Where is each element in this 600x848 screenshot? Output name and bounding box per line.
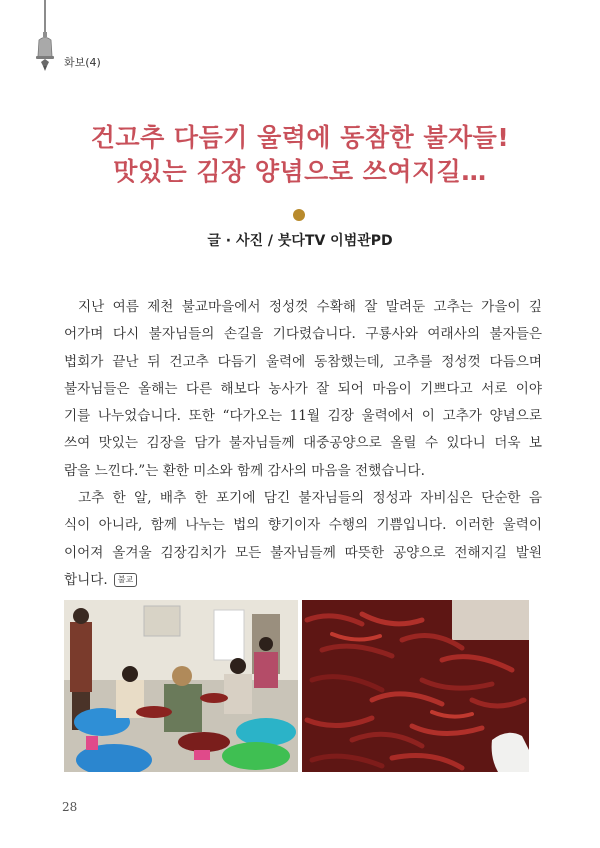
body-line-last bbox=[64, 567, 542, 594]
body-line: 기를 나누었습니다. 또한 “다가오는 11월 김장 울력에서 이 고추가 양념으로 bbox=[64, 408, 542, 425]
body-line-text: 합니다. bbox=[64, 571, 108, 588]
body-line: 법회가 끝난 뒤 건고추 다듬기 울력에 동참했는데, 고추를 정성껏 다듬으며 bbox=[64, 353, 542, 370]
article-title-line-1: 건고추 다듬기 울력에 동참한 불자들! bbox=[90, 123, 510, 152]
body-line: 람을 느낀다.”는 환한 미소와 함께 감사의 마음을 전했습니다. bbox=[64, 462, 425, 479]
article-title-line-2: 맛있는 김장 양념으로 쓰여지길… bbox=[113, 157, 487, 186]
section-label: 화보(4) bbox=[64, 56, 101, 69]
photo-dried-chilies-closeup bbox=[302, 600, 529, 772]
body-line: 고추 한 알, 배추 한 포기에 담긴 불자님들의 정성과 자비심은 단순한 음 bbox=[78, 490, 542, 507]
page-number: 28 bbox=[62, 800, 78, 814]
body-line: 쓰여 맛있는 김장을 담가 불자님들께 대중공양으로 올릴 수 있다니 더욱 보 bbox=[64, 435, 542, 452]
body-line: 불자님들은 올해는 다른 해보다 농사가 잘 되어 마음이 기쁘다고 서로 이야 bbox=[64, 380, 542, 397]
end-mark-icon: 불교 bbox=[114, 573, 137, 587]
body-line: 어가며 다시 불자님들의 손길을 기다렸습니다. 구룡사와 여래사의 불자들은 bbox=[64, 326, 542, 343]
byline: 글 · 사진 / 붓다TV 이범관PD bbox=[207, 233, 393, 249]
temple-bell-icon bbox=[34, 32, 56, 72]
body-line: 식이 아니라, 함께 나누는 법의 향기이자 수행의 기쁨입니다. 이러한 울력이 bbox=[64, 517, 542, 534]
article-body bbox=[64, 294, 542, 594]
bell-hanger-line bbox=[44, 0, 46, 36]
section-dot-icon bbox=[293, 209, 305, 221]
photo-volunteers-trimming-chilies bbox=[64, 600, 298, 772]
body-line: 지난 여름 제천 불교마을에서 정성껏 수확해 잘 말려둔 고추는 가을이 깊 bbox=[78, 299, 542, 315]
body-line: 이어져 올겨울 김장김치가 모든 불자님들께 따뜻한 공양으로 전해지길 발원 bbox=[64, 544, 542, 561]
